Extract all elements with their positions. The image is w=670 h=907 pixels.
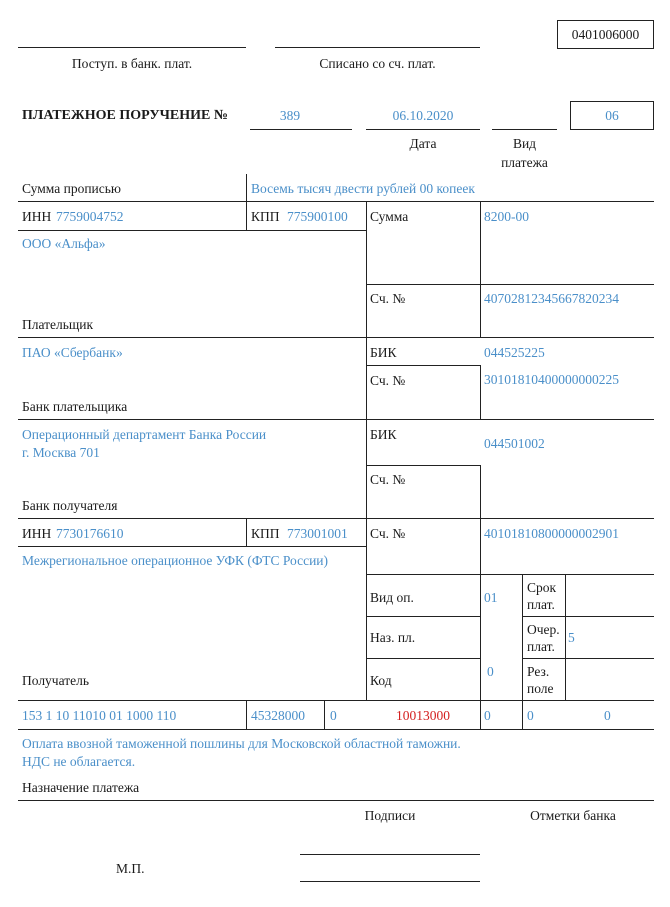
debited-line	[275, 47, 480, 48]
sum-label: Сумма	[370, 209, 409, 224]
priority-value: 06	[605, 108, 619, 123]
recipient-account: 40101810800000002901	[484, 526, 619, 541]
term-label-1: Срок	[527, 580, 557, 595]
recipient-bank-name-2: г. Москва 701	[22, 445, 100, 460]
recipient-bank-label: Банк получателя	[22, 498, 118, 513]
col-line	[246, 518, 247, 546]
stamp-label: М.П.	[116, 861, 145, 876]
oktmo-value: 45328000	[251, 708, 305, 723]
purpose-code-label: Наз. пл.	[370, 630, 416, 645]
payer-bank-bik-label: БИК	[370, 345, 397, 360]
order-value: 5	[568, 630, 575, 645]
payment-type-label-2: платежа	[501, 155, 548, 170]
op-type-label: Вид оп.	[370, 590, 414, 605]
code-label: Код	[370, 673, 392, 688]
payer-inn-label: ИНН	[22, 209, 52, 224]
field-106: 0	[330, 708, 337, 723]
bank-marks-label: Отметки банка	[530, 808, 616, 823]
recipient-label: Получатель	[22, 673, 90, 688]
row-line	[522, 658, 654, 659]
recipient-bank-name-1: Операционный департамент Банка России	[22, 427, 267, 442]
purpose-line-2: НДС не облагается.	[22, 754, 136, 769]
purpose-line-1: Оплата ввозной таможенной пошлины для Московской областной таможни.	[22, 736, 461, 751]
payer-bank-name: ПАО «Сбербанк»	[22, 345, 123, 360]
order-date: 06.10.2020	[392, 108, 454, 123]
row-line	[18, 230, 366, 231]
payment-type-label-1: Вид	[512, 136, 537, 151]
date-label: Дата	[409, 136, 437, 151]
col-line	[246, 700, 247, 729]
code-value: 0	[487, 664, 494, 679]
col-line	[480, 518, 481, 729]
payer-kpp-label: КПП	[251, 209, 280, 224]
purpose-label: Назначение платежа	[22, 780, 140, 795]
row-line	[18, 419, 654, 420]
order-number: 389	[279, 108, 301, 123]
amount-words-label: Сумма прописью	[22, 181, 122, 196]
payer-bank-account-label: Сч. №	[370, 373, 406, 388]
row-line	[18, 518, 654, 519]
payer-bank-account: 30101810400000000225	[484, 372, 619, 387]
row-line	[18, 729, 654, 730]
field-110: 0	[604, 708, 611, 723]
payer-account: 40702812345667820234	[484, 291, 619, 306]
debited-label: Списано со сч. плат.	[319, 56, 436, 71]
row-line	[366, 284, 654, 285]
payer-account-label: Сч. №	[370, 291, 406, 306]
row-line	[366, 658, 480, 659]
col-line	[366, 201, 367, 700]
recipient-bank-bik: 044501002	[484, 436, 545, 451]
col-line	[480, 465, 481, 518]
col-line	[522, 574, 523, 729]
sum-value: 8200-00	[484, 209, 529, 224]
payer-bank-label: Банк плательщика	[22, 399, 128, 414]
row-line	[18, 700, 654, 701]
reserve-label-1: Рез.	[527, 664, 550, 679]
row-line	[18, 546, 366, 547]
recipient-name: Межрегиональное операционное УФК (ФТС России)	[22, 553, 329, 568]
recipient-kpp-label: КПП	[251, 526, 280, 541]
number-line	[250, 129, 352, 130]
term-label-2: плат.	[527, 597, 555, 612]
payer-bank-bik: 044525225	[484, 345, 545, 360]
col-line	[480, 365, 481, 419]
signature-line-1	[300, 854, 480, 855]
recipient-kpp: 773001001	[287, 526, 348, 541]
payer-label: Плательщик	[22, 317, 94, 332]
row-line	[18, 201, 654, 202]
recipient-inn: 7730176610	[56, 526, 124, 541]
col-line	[246, 201, 247, 230]
row-line	[18, 800, 654, 801]
date-line	[366, 129, 480, 130]
recipient-bank-account-label: Сч. №	[370, 472, 406, 487]
row-line	[522, 616, 654, 617]
signature-line-2	[300, 881, 480, 882]
col-line	[565, 574, 566, 700]
payment-type-line	[492, 129, 557, 130]
row-line	[366, 465, 480, 466]
recipient-bank-bik-label: БИК	[370, 427, 397, 442]
field-108: 0	[484, 708, 491, 723]
kbk-value: 153 1 10 11010 01 1000 110	[22, 708, 177, 723]
page-title: ПЛАТЕЖНОЕ ПОРУЧЕНИЕ №	[22, 108, 228, 123]
payer-inn: 7759004752	[56, 209, 124, 224]
order-label-1: Очер.	[527, 622, 560, 637]
payer-kpp: 775900100	[287, 209, 348, 224]
col-line	[480, 201, 481, 337]
reserve-label-2: поле	[527, 681, 554, 696]
row-line	[366, 365, 480, 366]
row-line	[18, 337, 654, 338]
row-line	[366, 574, 654, 575]
col-line	[246, 174, 247, 202]
signatures-label: Подписи	[364, 808, 416, 823]
amount-words-value: Восемь тысяч двести рублей 00 копеек	[251, 181, 475, 196]
recipient-account-label: Сч. №	[370, 526, 406, 541]
payer-name: ООО «Альфа»	[22, 236, 106, 251]
received-label: Поступ. в банк. плат.	[71, 56, 193, 71]
op-type-value: 01	[484, 590, 498, 605]
field-107: 10013000	[396, 708, 450, 723]
row-line	[366, 616, 480, 617]
received-line	[18, 47, 246, 48]
order-label-2: плат.	[527, 639, 555, 654]
col-line	[324, 700, 325, 729]
form-code: 0401006000	[571, 27, 640, 42]
field-109: 0	[527, 708, 534, 723]
recipient-inn-label: ИНН	[22, 526, 52, 541]
